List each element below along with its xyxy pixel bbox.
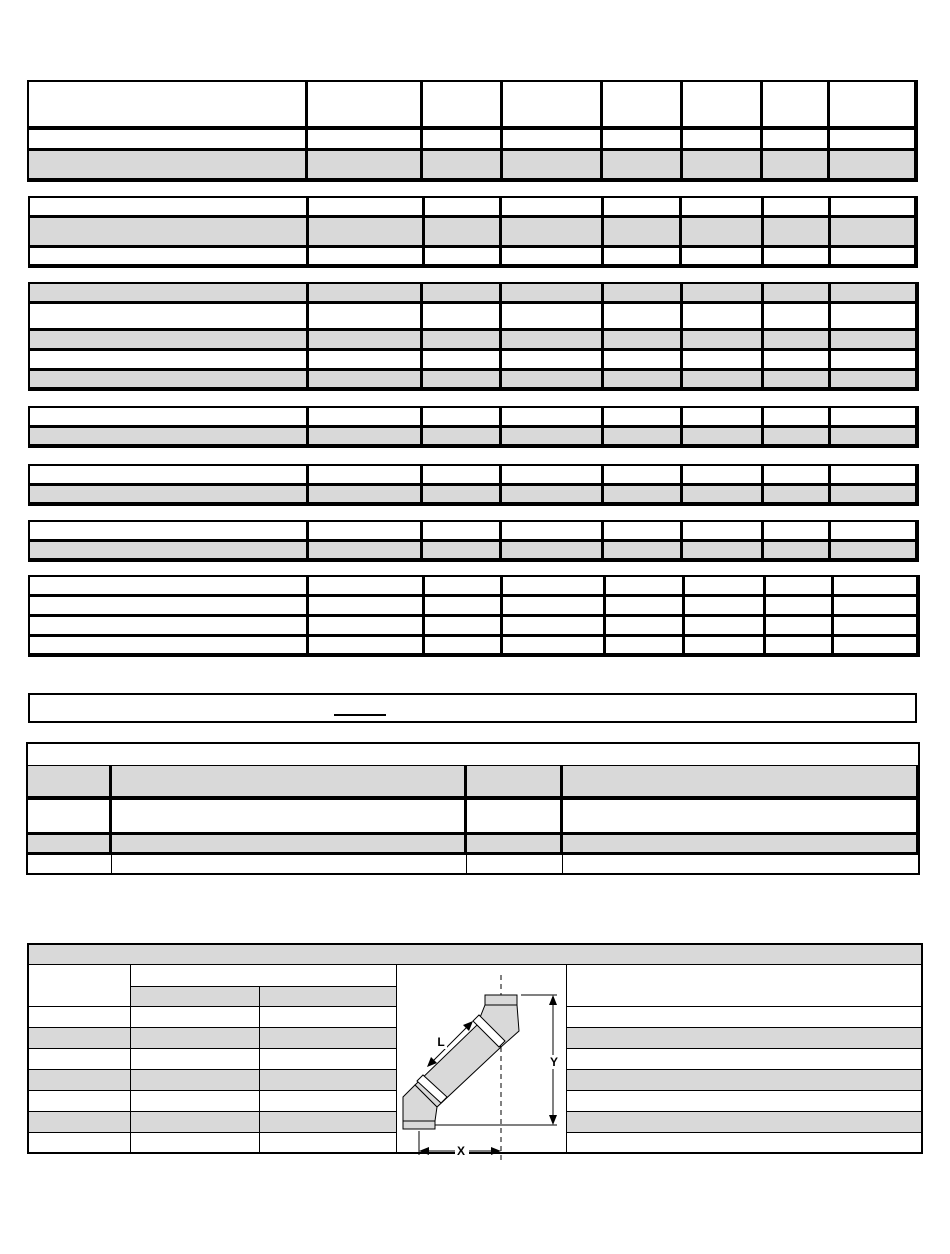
elbow-pipe-dimension-icon [397, 965, 565, 1163]
spec-table-4 [28, 406, 919, 448]
table-header-row [27, 765, 919, 799]
table-title-row [27, 743, 919, 765]
rise-label: Y [549, 1054, 558, 1069]
elbow-diagram-cell [396, 964, 566, 1158]
note-box [28, 693, 917, 723]
table-row [29, 197, 917, 217]
table-row [27, 799, 919, 834]
table-row [29, 596, 919, 616]
spec-table-5 [28, 464, 919, 506]
table-row [29, 303, 918, 330]
table-row [29, 350, 918, 370]
spec-table-7 [28, 575, 920, 657]
table-row [29, 485, 918, 505]
elbow-dimension-table [27, 943, 923, 1158]
table-row [29, 616, 919, 636]
table-row [29, 427, 918, 447]
table-row [27, 854, 919, 874]
length-label: L [436, 1034, 445, 1049]
table-row [29, 465, 918, 485]
table-row [29, 283, 918, 303]
spec-table-3 [28, 282, 919, 391]
table-row [29, 541, 918, 561]
spec-table-1 [27, 80, 918, 182]
table-row [29, 407, 918, 427]
table-row [29, 370, 918, 390]
spec-table-2 [28, 196, 918, 268]
run-label: X [456, 1143, 465, 1158]
table-row [29, 521, 918, 541]
table-row [28, 129, 917, 150]
table-row [29, 576, 919, 596]
table-row [29, 330, 918, 350]
table-row [29, 636, 919, 656]
table-row [29, 217, 917, 247]
table-header-row [28, 964, 922, 986]
table-row [28, 150, 917, 181]
underline-mark [334, 714, 386, 716]
table-row [29, 247, 917, 267]
table-title-row [28, 944, 922, 964]
spec-table-6 [28, 520, 919, 562]
spec-table-8 [26, 742, 920, 875]
table-row [27, 834, 919, 854]
table-header-row [28, 81, 917, 129]
